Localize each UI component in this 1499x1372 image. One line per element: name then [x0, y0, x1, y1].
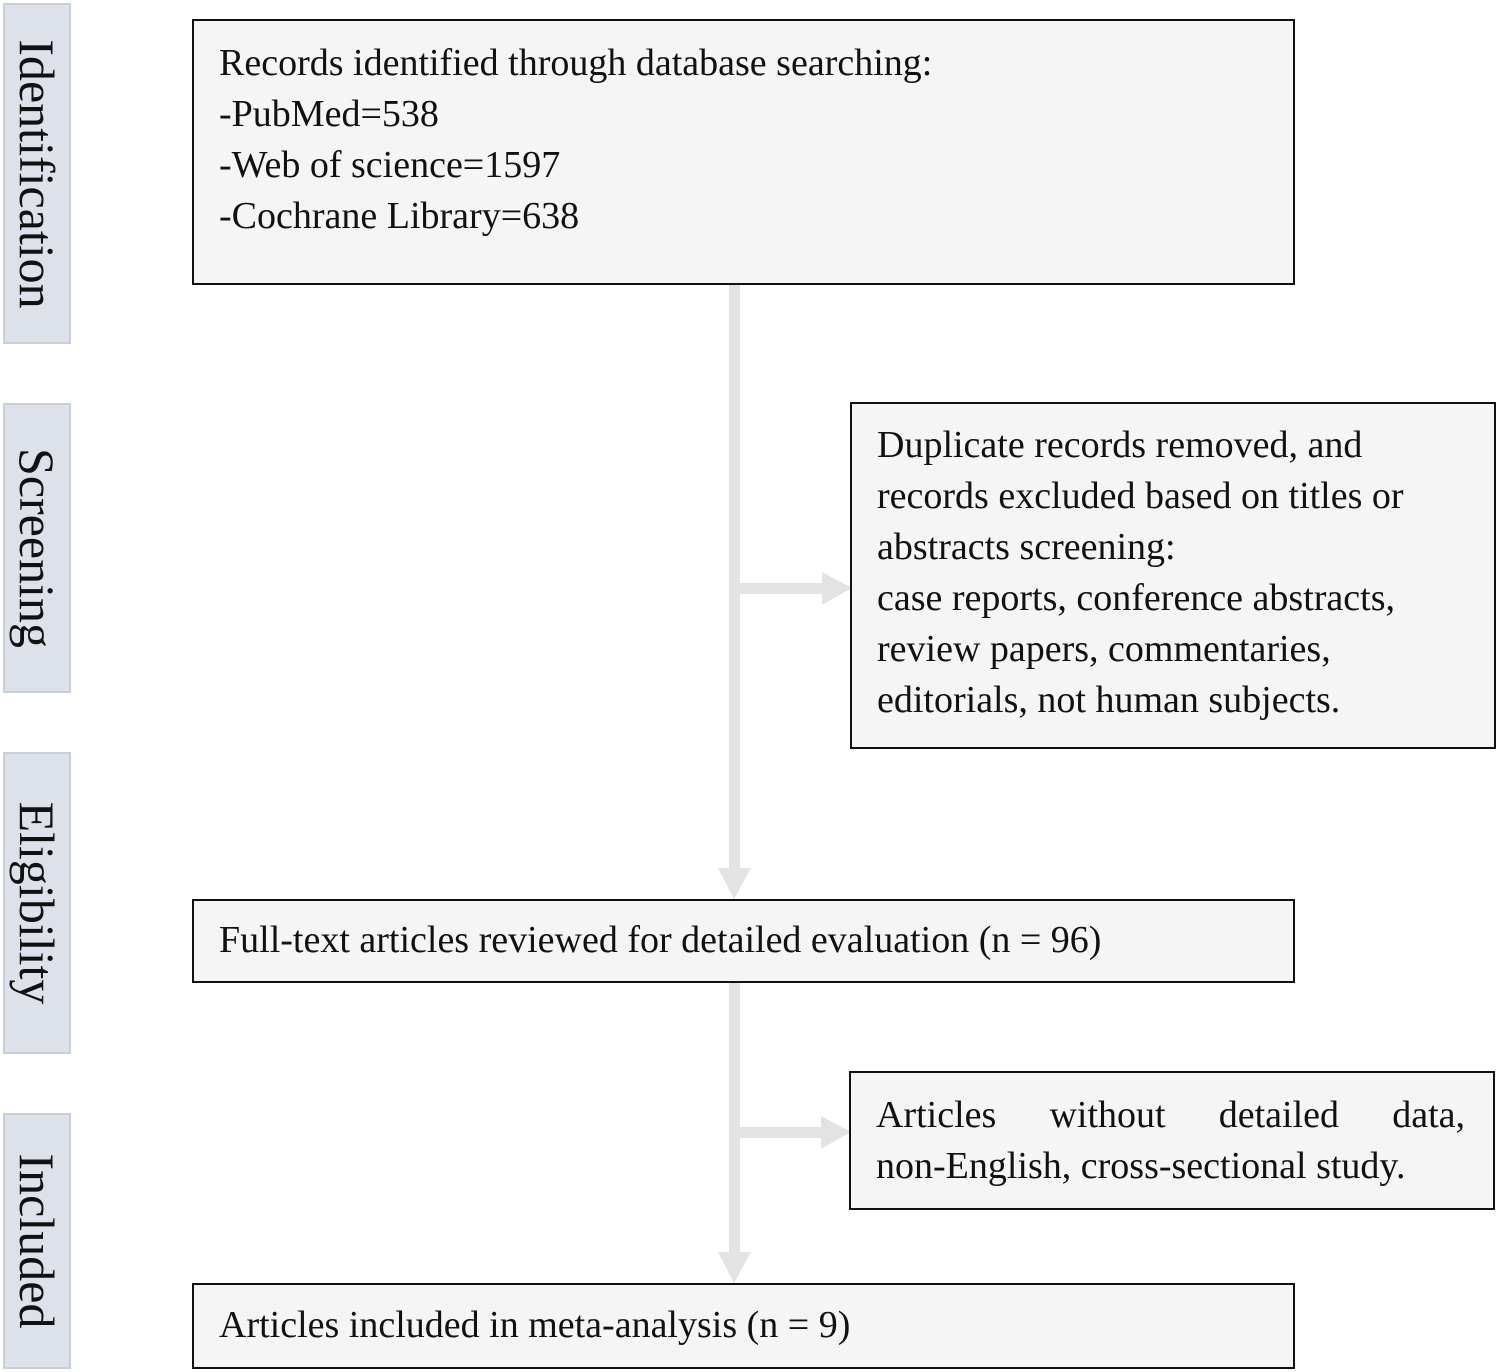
arrow-head-to-exclusion-2 — [821, 1116, 851, 1149]
stage-label-eligibility: Eligibility — [9, 801, 65, 1005]
included-box — [192, 1283, 1295, 1369]
exclusion-1-line-5: review papers, commentaries, — [877, 628, 1331, 670]
fulltext-text: Full-text articles reviewed for detailed evaluation (n = 96) — [219, 919, 1102, 961]
identification-line-2: -PubMed=538 — [219, 93, 439, 135]
exclusion-1-line-2: records excluded based on titles or — [877, 475, 1404, 517]
identification-box — [192, 19, 1295, 285]
fulltext-box — [192, 899, 1295, 983]
arrow-shaft-fulltext-to-included — [729, 982, 740, 1256]
arrow-head-to-exclusion-1 — [822, 572, 852, 605]
exclusion-1-line-1: Duplicate records removed, and — [877, 424, 1363, 466]
arrow-shaft-to-exclusion-1 — [740, 583, 826, 594]
stage-label-included: Included — [9, 1153, 65, 1329]
identification-line-4: -Cochrane Library=638 — [219, 195, 580, 237]
stage-label-identification: Identification — [9, 38, 65, 309]
exclusion-box-screening — [850, 402, 1496, 749]
stage-label-screening: Screening — [9, 448, 65, 648]
identification-line-3: -Web of science=1597 — [219, 144, 561, 186]
exclusion-box-eligibility — [849, 1071, 1495, 1210]
exclusion-1-line-3: abstracts screening: — [877, 526, 1176, 568]
arrow-shaft-to-exclusion-2 — [740, 1127, 825, 1138]
identification-line-1: Records identified through database searching: — [219, 42, 933, 84]
exclusion-2-line-2: non-English, cross-sectional study. — [876, 1145, 1406, 1187]
arrow-shaft-identification-to-fulltext — [729, 284, 740, 872]
exclusion-2-line-1: Articles without detailed data, — [876, 1094, 1465, 1136]
exclusion-1-line-4: case reports, conference abstracts, — [877, 577, 1395, 619]
included-text: Articles included in meta-analysis (n = 9) — [219, 1304, 851, 1346]
exclusion-1-line-6: editorials, not human subjects. — [877, 679, 1341, 721]
arrow-head-to-included — [718, 1252, 751, 1283]
arrow-head-to-fulltext — [718, 868, 751, 899]
